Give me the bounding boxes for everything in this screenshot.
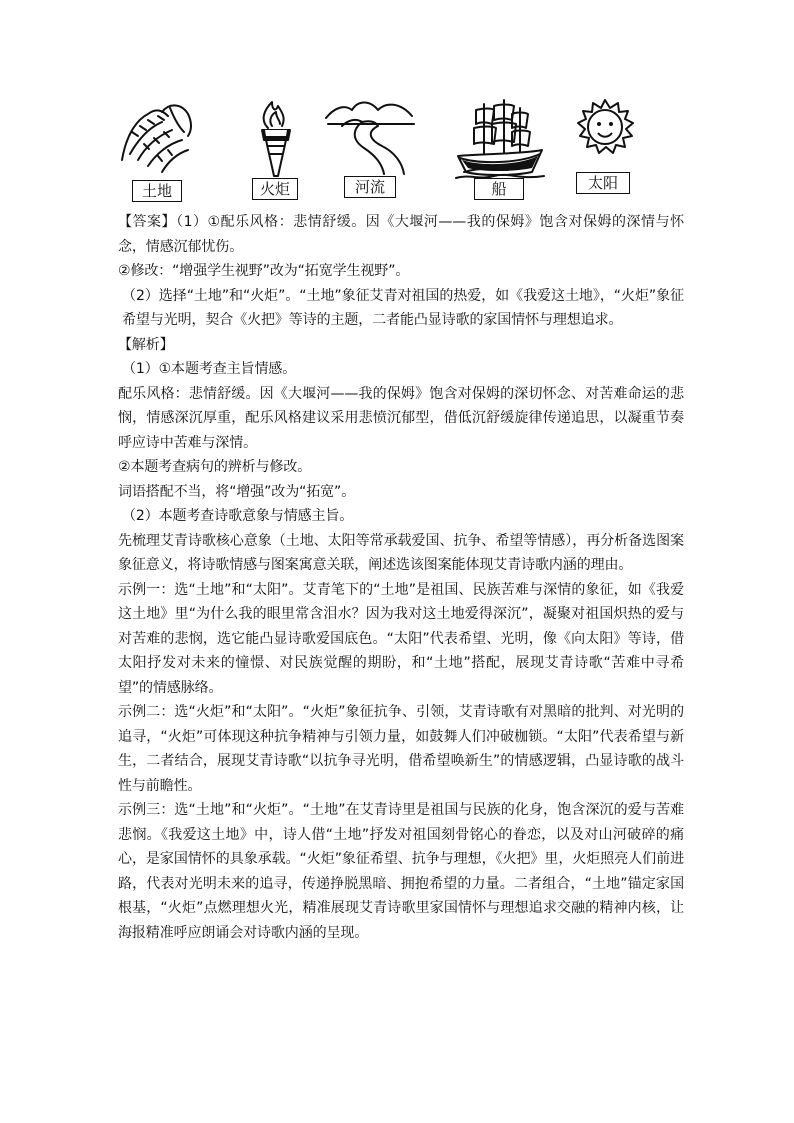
example-two: 示例二：选“火炬”和“太阳”。“火炬”象征抗争、引领，艾青诗歌有对黑暗的批判、对光明的追寻，“火炬”可体现这种抗争精神与引领力量，如鼓舞人们冲破枷锁。“太阳”代表希望与新生，二者结合，展现艾青诗歌“以抗争寻光明，借希望唤新生”的情感逻辑，凸显诗歌的战斗性与前瞻性。 [118,704,684,794]
answer-text [118,210,684,945]
icon-label-river: 河流 [344,176,396,198]
icon-card-torch [246,96,306,206]
answer-paragraph-2: ②修改：“增强学生视野”改为“拓宽学生视野”。 [118,263,410,279]
symbol-icons-row [118,96,638,206]
analysis-paragraph-1: （1）①本题考查主旨情感。 [122,361,297,377]
answer-paragraph-1: 【答案】（1）①配乐风格：悲情舒缓。因《大堰河——我的保姆》饱含对保姆的深情与怀念，情感沉郁忧伤。 [118,214,684,255]
answer-paragraph-3: （2）选择“土地”和“火炬”。“土地”象征艾青对祖国的热爱，如《我爱这土地》，“火炬”象征希望与光明，契合《火把》等诗的主题，二者能凸显诗歌的家国情怀与理想追求。 [122,287,684,328]
analysis-paragraph-3: ②本题考查病句的辨析与修改。 [118,459,312,475]
analysis-paragraph-6: 先梳理艾青诗歌核心意象（土地、太阳等常承载爱国、抗争、希望等情感），再分析备选图案象征意义，将诗歌情感与图案寓意关联，阐述选该图案能体现艾青诗歌内涵的理由。 [118,532,684,573]
icon-card-land [118,96,198,206]
icon-label-sun: 太阳 [576,172,630,194]
mountain-icon [118,96,198,180]
sun-icon [572,96,638,166]
example-one: 示例一：选“土地”和“太阳”。艾青笔下的“土地”是祖国、民族苦难与深情的象征，如《我爱这土地》里“为什么我的眼里常含泪水？因为我对这土地爱得深沉”，凝聚对祖国炽热的爱与对苦难的悲悯，选它能凸显诗歌爱国底色。“太阳”代表希望、光明，像《向太阳》等诗，借太阳抒发对未来的憧憬、对民族觉醒的期盼，和“土地”搭配，展现艾青诗歌“苦难中寻希望”的情感脉络。 [118,581,684,696]
icon-label-ship: 船 [474,178,524,200]
icon-label-land: 土地 [132,180,182,202]
river-icon [322,96,418,176]
icon-card-river [322,96,418,206]
icon-label-torch: 火炬 [252,178,298,200]
icon-card-sun [572,96,638,206]
ship-icon [454,96,546,182]
analysis-paragraph-5: （2）本题考查诗歌意象与情感主旨。 [122,508,354,524]
analysis-paragraph-2: 配乐风格：悲情舒缓。因《大堰河——我的保姆》饱含对保姆的深切怀念、对苦难命运的悲悯，情感深沉厚重，配乐风格建议采用悲愤沉郁型，借低沉舒缓旋律传递追思，以凝重节奏呼应诗中苦难与深情。 [118,385,684,451]
icon-card-ship [454,96,546,206]
analysis-heading: 【解析】 [118,336,174,353]
torch-icon [246,96,306,178]
analysis-paragraph-4: 词语搭配不当，将“增强”改为“拓宽”。 [118,483,356,500]
example-three: 示例三：选“土地”和“火炬”。“土地”在艾青诗里是祖国与民族的化身，饱含深沉的爱与苦难悲悯。《我爱这土地》中，诗人借“土地”抒发对祖国刻骨铭心的眷恋，以及对山河破碎的痛心，是家国情怀的具象承载。“火炬”象征希望、抗争与理想，《火把》里，火炬照亮人们前进路，代表对光明未来的追寻，传递挣脱黑暗、拥抱希望的力量。二者组合，“土地”锚定家国根基，“火炬”点燃理想火光，精准展现艾青诗歌里家国情怀与理想追求交融的精神内核，让海报精准呼应朗诵会对诗歌内涵的呈现。 [118,802,684,941]
